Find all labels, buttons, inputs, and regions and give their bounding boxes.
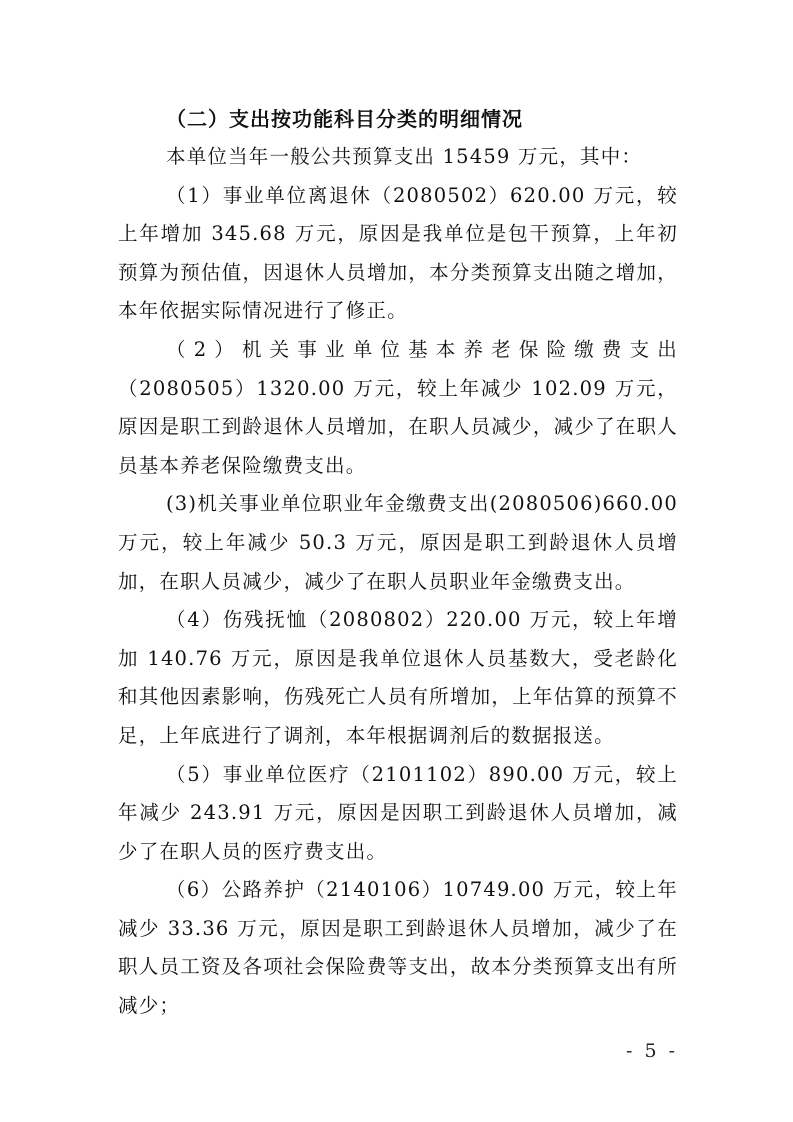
item-paragraph-3: (3)机关事业单位职业年金缴费支出(2080506)660.00 万元，较上年减少 50.3 万元，原因是职工到龄退休人员增加，在职人员减少，减少了在职人员职业年金缴费支出。 <box>118 492 678 593</box>
item-paragraph-1: （1）事业单位离退休（2080502）620.00 万元，较上年增加 345.68 万元，原因是我单位是包干预算，上年初预算为预估值，因退休人员增加，本分类预算支出随之增加，本年依据实际情况进行了修正。 <box>118 183 678 323</box>
item-paragraph-6: （6）公路养护（2140106）10749.00 万元，较上年减少 33.36 万元，原因是职工到龄退休人员增加，减少了在职人员工资及各项社会保险费等支出，故本分类预算支出有所减少； <box>118 878 678 1018</box>
item-paragraph-4: （4）伤残抚恤（2080802）220.00 万元，较上年增加 140.76 万元，原因是我单位退休人员基数大，受老龄化和其他因素影响，伤残死亡人员有所增加，上年估算的预算不足，上年底进行了调剂，本年根据调剂后的数据报送。 <box>118 608 678 747</box>
item-paragraph-2: （2）机关事业单位基本养老保险缴费支出（2080505）1320.00 万元，较上年减少 102.09 万元，原因是职工到龄退休人员增加，在职人员减少，减少了在职人员基本养老保险缴费支出。 <box>118 337 678 477</box>
intro-paragraph: 本单位当年一般公共预算支出 15459 万元，其中： <box>166 145 643 168</box>
page-number: - 5 - <box>625 1040 678 1062</box>
document-body <box>118 100 678 1026</box>
section-heading: （二）支出按功能科目分类的明细情况 <box>166 107 523 131</box>
item-paragraph-5: （5）事业单位医疗（2101102）890.00 万元，较上年减少 243.91 万元，原因是因职工到龄退休人员增加，减少了在职人员的医疗费支出。 <box>118 762 678 863</box>
